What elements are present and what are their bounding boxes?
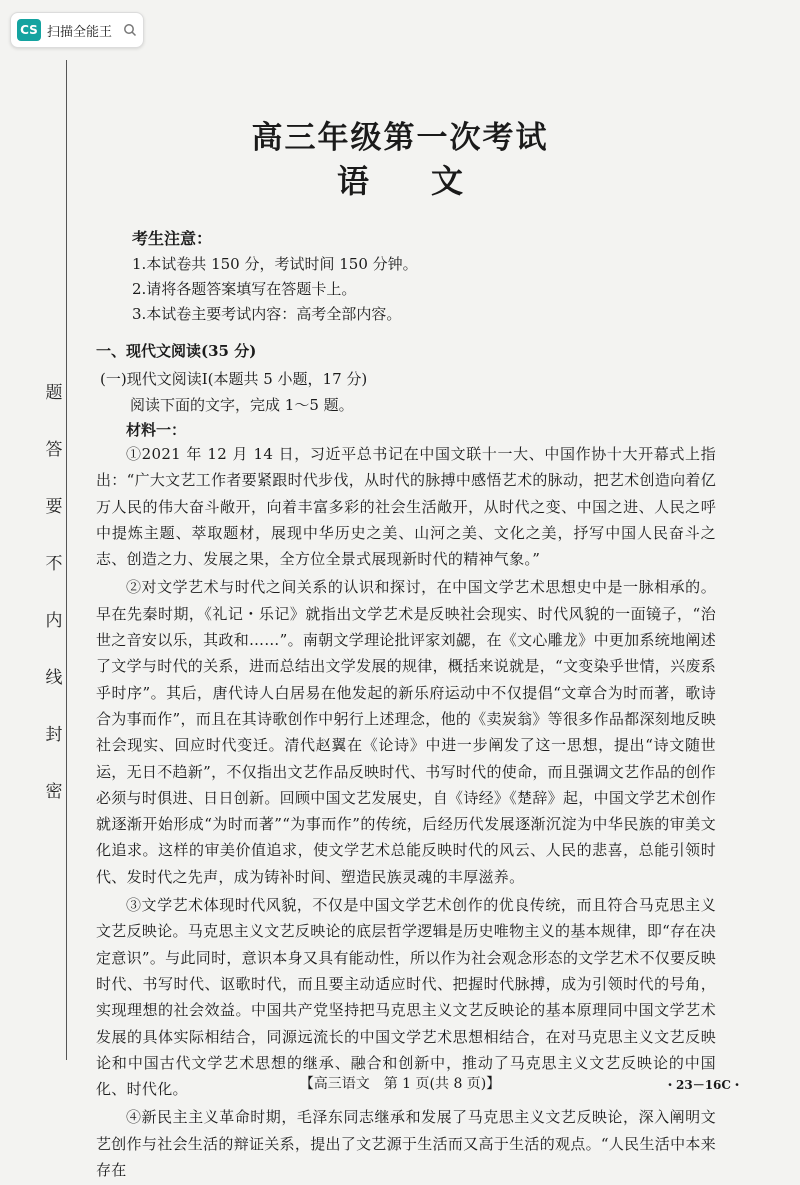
- notice-item: 1.本试卷共 150 分，考试时间 150 分钟。: [132, 255, 418, 273]
- paragraph: ②对文学艺术与时代之间关系的认识和探讨，在中国文学艺术思想史中是一脉相承的。早在先秦时期，《礼记・乐记》就指出文学艺术是反映社会现实、时代风貌的一面镜子，“治世之音安以乐，其政和……”。南朝文学理论批评家刘勰，在《文心雕龙》中更加系统地阐述了文学与时代的关系，进而总结出文学发展的规律，概括来说就是，“文变染乎世情，兴废系乎时序”。其后，唐代诗人白居易在他发起的新乐府运动中不仅提倡“文章合为时而著，歌诗合为事而作”，而且在其诗歌创作中躬行上述理念，他的《卖炭翁》等很多作品都深刻地反映社会现实、回应时代变迁。清代赵翼在《论诗》中进一步阐发了这一思想，提出“诗文随世运，无日不趋新”，不仅指出文艺作品反映时代、书写时代的使命，而且强调文艺作品的创作必须与时俱进、日日创新。回顾中国文艺发展史，自《诗经》《楚辞》起，中国文学艺术创作就逐渐开始形成“为时而著”“为事而作”的传统，后经历代发展逐渐沉淀为中华民族的审美文化追求。这样的审美价值追求，使文学艺术总能反映时代的风云、人民的悲喜，总能引领时代、发时代之先声，成为铸补时间、塑造民族灵魂的丰厚滋养。: [96, 578, 716, 886]
- search-icon[interactable]: [123, 23, 137, 37]
- paper-code: ・23－16C・: [664, 1078, 743, 1092]
- subject-title: 语文: [336, 162, 525, 200]
- notice-heading: 考生注意：: [132, 229, 213, 248]
- margin-char: 不: [45, 554, 63, 574]
- margin-char: 要: [45, 497, 63, 517]
- margin-char: 题: [45, 383, 63, 403]
- page-footer: 【高三语文 第 1 页(共 8 页)】: [299, 1076, 501, 1092]
- section-heading: 一、现代文阅读(35 分): [96, 342, 257, 360]
- margin-char: 密: [45, 782, 63, 802]
- reading-instruction: 阅读下面的文字，完成 1～5 题。: [130, 396, 354, 414]
- margin-char: 答: [45, 440, 63, 460]
- margin-char: 封: [45, 725, 63, 745]
- notice-list: [132, 252, 418, 327]
- app-name: 扫描全能王: [47, 24, 113, 40]
- paragraph: ③文学艺术体现时代风貌，不仅是中国文学艺术创作的优良传统，而且符合马克思主义文艺反映论。马克思主义文艺反映论的底层哲学逻辑是历史唯物主义的基本规律，即“存在决定意识”。与此同时，意识本身又具有能动性，所以作为社会观念形态的文学艺术不仅要反映时代、书写时代、讴歌时代，而且要主动适应时代、把握时代脉搏，成为引领时代的号角，实现理想的社会效益。中国共产党坚持把马克思主义文艺反映论的基本原理同中国文学艺术发展的具体实际相结合，同源远流长的中国文学艺术思想相结合，在对马克思主义文艺反映论和中国古代文学艺术思想的继承、融合和创新中，推动了马克思主义文艺反映论的中国化、时代化。: [96, 896, 716, 1099]
- app-logo: CS: [17, 19, 41, 41]
- notice-item: 2.请将各题答案填写在答题卡上。: [132, 280, 357, 298]
- exam-title: 高三年级第一次考试: [251, 120, 549, 156]
- subsection-heading: (一)现代文阅读Ⅰ(本题共 5 小题，17 分): [100, 370, 368, 388]
- notice-item: 3.本试卷主要考试内容：高考全部内容。: [132, 305, 402, 323]
- margin-char: 内: [45, 611, 63, 631]
- material-label: 材料一：: [126, 421, 187, 439]
- paragraph: ④新民主主义革命时期，毛泽东同志继承和发展了马克思主义文艺反映论，深入阐明文艺创作与社会生活的辩证关系，提出了文艺源于生活而又高于生活的观点。“人民生活中本来存在: [96, 1108, 716, 1180]
- scanner-app-badge[interactable]: [10, 12, 144, 48]
- binding-margin-text: [40, 385, 68, 841]
- margin-char: 线: [45, 668, 63, 688]
- paragraph: ①2021 年 12 月 14 日，习近平总书记在中国文联十一大、中国作协十大开幕式上指出：“广大文艺工作者要紧跟时代步伐，从时代的脉搏中感悟艺术的脉动，把艺术创造向着亿万人民的伟大奋斗敞开，向着丰富多彩的社会生活敞开，从时代之变、中国之进、人民之呼中提炼主题、萃取题材，展现中华历史之美、山河之美、文化之美，抒写中国人民奋斗之志、创造之力、发展之果，全方位全景式展现新时代的精神气象。”: [96, 445, 716, 569]
